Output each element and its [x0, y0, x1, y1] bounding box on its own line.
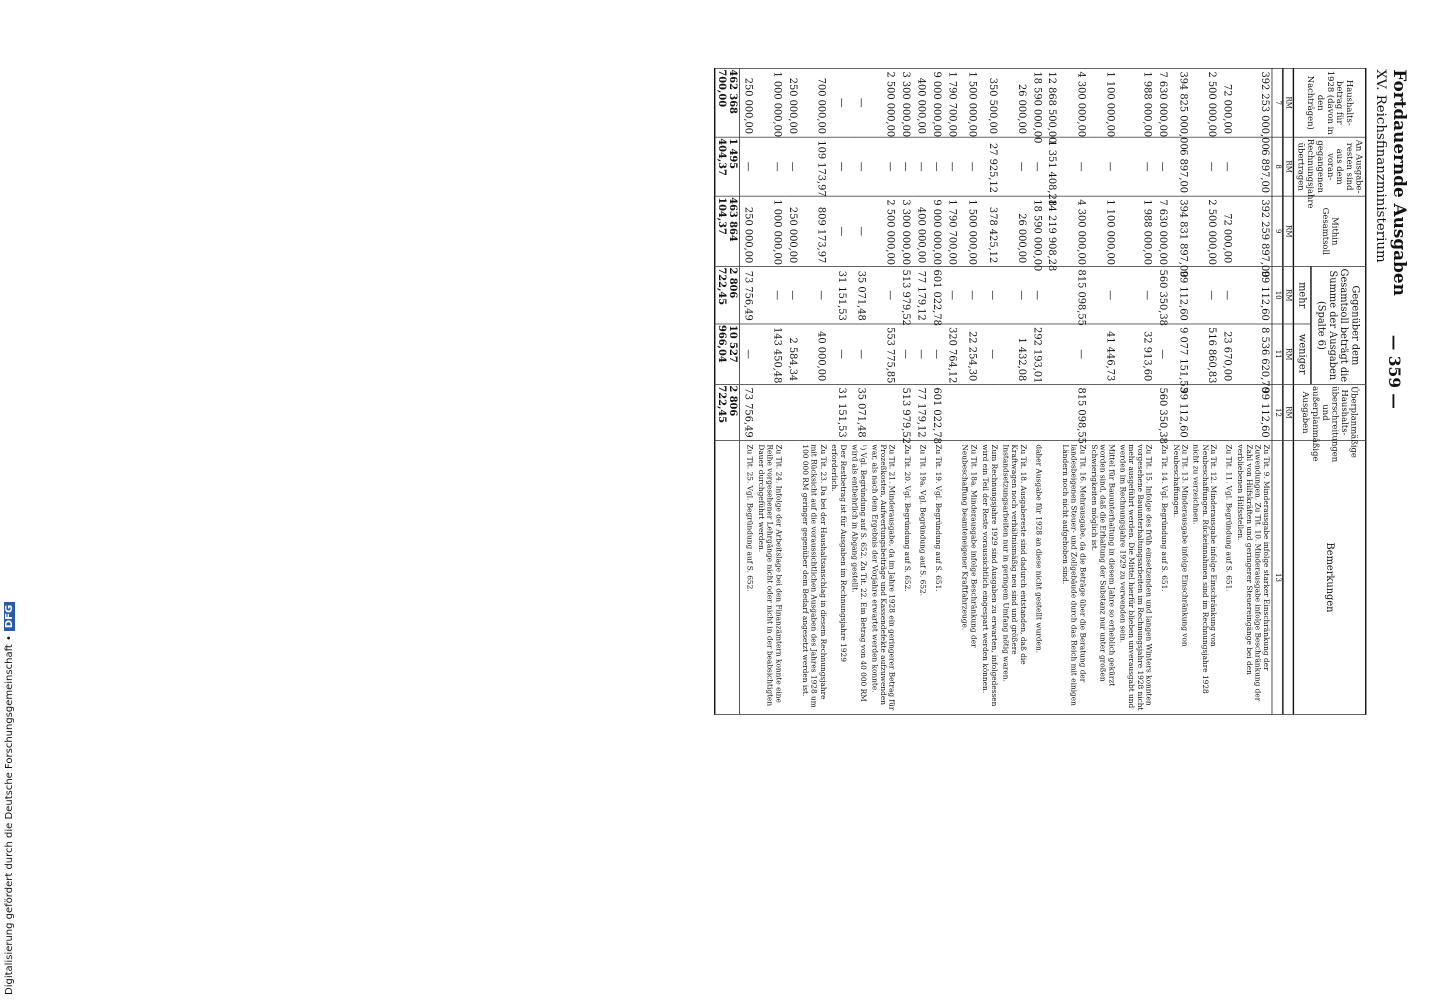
cell-c12: [869, 384, 898, 440]
cell-c8: —: [959, 137, 979, 196]
total-c7: 462 368 700,00: [715, 68, 740, 137]
cell-c11: —: [849, 324, 869, 384]
cell-c11: [1044, 324, 1059, 384]
cell-c12: [1000, 384, 1029, 440]
cell-c9: 250 000,00: [739, 196, 755, 266]
cell-remark: Zu Tit. 24. Infolge der Arbeitslage bei den Finanzämtern konnte eine Reihe vorgesehener Lehrgänge nicht oder nicht in der beabsichtigten Dauer durchgeführt werden.: [755, 441, 784, 715]
table-row: [828, 68, 848, 714]
cell-c8: 109 173,97: [799, 137, 828, 196]
cell-c9: —: [828, 196, 848, 266]
cell-c8: 6 897,00: [1234, 137, 1272, 196]
cell-c9: 250 000,00: [784, 196, 799, 266]
dfg-logo: DFG: [4, 602, 15, 631]
table-row: [1155, 68, 1170, 714]
total-c12: 2 806 722,45: [715, 384, 740, 440]
cell-remark: [784, 441, 799, 715]
table-row: [928, 68, 943, 714]
cell-c11: 553 775,85: [869, 324, 898, 384]
cell-c10: 99 112,60: [1170, 266, 1190, 324]
cell-c10: —: [1190, 266, 1219, 324]
table-row: [1219, 68, 1234, 714]
cell-c11: 516 860,83: [1190, 324, 1219, 384]
cell-c7: 7 630 000,00: [1155, 68, 1170, 137]
cell-c11: 40 000,00: [799, 324, 828, 384]
table-row: [979, 68, 999, 714]
table-row: [1234, 68, 1272, 714]
cell-c8: —: [1190, 137, 1219, 196]
cell-c7: 250 000,00: [739, 68, 755, 137]
colno-10: 10: [1272, 266, 1283, 324]
table-row: [1059, 68, 1088, 714]
cell-remark: Zu Tit. 11. Vgl. Begründung auf S. 651.: [1219, 441, 1234, 715]
cell-c10: —: [944, 266, 959, 324]
cell-c12: 560 350,38: [1155, 384, 1170, 440]
cell-c9: 26 000,00: [1000, 196, 1029, 266]
table-body: [739, 68, 1272, 714]
cell-remark: daher Ausgabe für 1928 an diese nicht gestellt wurden.: [1028, 441, 1043, 715]
table-row: [898, 68, 913, 714]
cell-c8: —: [784, 137, 799, 196]
page-number: — 359 —: [1384, 334, 1403, 409]
colno-7: 7: [1272, 68, 1283, 137]
cell-c12: [1044, 384, 1059, 440]
cell-c7: 3 300 000,00: [898, 68, 913, 137]
cell-c7: 394 825 000,00: [1170, 68, 1190, 137]
cell-c12: 815 098,55: [1059, 384, 1088, 440]
cell-remark: Zu Tit. 18. Ausgabereste sind dadurch entstanden, daß die Kraftwagen noch verhältnismäßig neu sind und größere Instandsetzungsarbeiten nur in geringem Umfang nötig waren.: [1000, 441, 1029, 715]
cell-c9: 7 630 000,00: [1155, 196, 1170, 266]
cell-c10: 513 979,52: [898, 266, 913, 324]
cell-c10: —: [959, 266, 979, 324]
cell-c10: 99 112,60: [1234, 266, 1272, 324]
cell-c8: —: [1088, 137, 1117, 196]
cell-c10: —: [784, 266, 799, 324]
cell-c11: 23 670,00: [1219, 324, 1234, 384]
cell-c7: 1 100 000,00: [1088, 68, 1117, 137]
running-title: Fortdauernde Ausgaben: [1389, 69, 1410, 296]
cell-c8: —: [1059, 137, 1088, 196]
credit-text: Digitalisierung gefördert durch die Deutsche Forschungsgemeinschaft •: [4, 635, 15, 995]
cell-remark: Zu Tit. 14. Vgl. Begründung auf S. 651.: [1155, 441, 1170, 715]
cell-c7: 2 500 000,00: [869, 68, 898, 137]
cell-c9: 72 000,00: [1219, 196, 1234, 266]
table-row: [1088, 68, 1117, 714]
cell-c9: 18 590 000,00: [1028, 196, 1043, 266]
cell-c10: —: [1088, 266, 1117, 324]
unit-c8: RM: [1283, 137, 1294, 196]
table-row: [1117, 68, 1155, 714]
cell-c8: —: [1155, 137, 1170, 196]
cell-c8: —: [869, 137, 898, 196]
cell-c11: 32 913,60: [1117, 324, 1155, 384]
ministry-title: XV. Reichsfinanzministerium: [1373, 69, 1389, 263]
cell-c11: 9 077 151,53: [1170, 324, 1190, 384]
cell-c11: 8 536 620,70: [1234, 324, 1272, 384]
cell-c11: —: [739, 324, 755, 384]
cell-c12: [1219, 384, 1234, 440]
cell-remark: Mittel für Bauunterhaltung in diesem Jahre so erheblich gekürzt worden sind, daß die Erhaltung der Substanz nur unter großen Schwierigkeiten möglich ist.: [1088, 441, 1117, 715]
cell-c11: —: [898, 324, 913, 384]
cell-c10: 35 071,48: [849, 266, 869, 324]
cell-c8: —: [739, 137, 755, 196]
cell-c8: —: [898, 137, 913, 196]
cell-remark: Zu Tit. 16. Mehrausgabe, da die Beträge über die Beratung der landesbeigenen Steuer- und Zollgebäude durch das Reich mit einigen Ländern noch nicht aufgehoben sind.: [1059, 441, 1088, 715]
cell-c7: 1 500 000,00: [959, 68, 979, 137]
cell-c8: —: [1028, 137, 1043, 196]
table-row: [755, 68, 784, 714]
cell-c12: 99 112,60: [1234, 384, 1272, 440]
cell-remark: Zu Tit. 25. Vgl. Begründung auf S. 652.: [739, 441, 755, 715]
cell-remark: ¹) Vgl. Begründung auf S. 652. Zu Tit. 22. Ein Betrag von 40 000 RM wird als entbehrlich in Abgang gestellt.: [849, 441, 869, 715]
cell-c7: 400 000,00: [913, 68, 928, 137]
cell-c10: 815 098,55: [1059, 266, 1088, 324]
cell-c8: —: [849, 137, 869, 196]
total-c10: 2 806 722,45: [715, 266, 740, 324]
cell-c9: 14 219 908,28: [1044, 196, 1059, 266]
header-c10-c11-group: Gegenüber dem Gesamtsoll beträgt die Summe der Ausgaben (Spalte 6): [1311, 266, 1366, 384]
cell-c11: 22 254,30: [959, 324, 979, 384]
table-row: [799, 68, 828, 714]
cell-c8: —: [828, 137, 848, 196]
table-row: [739, 68, 755, 714]
cell-c8: —: [1000, 137, 1029, 196]
cell-c8: —: [928, 137, 943, 196]
cell-c8: 27 925,12: [979, 137, 999, 196]
cell-c7: 12 868 500,00: [1044, 68, 1059, 137]
table-row: [959, 68, 979, 714]
cell-c8: 1 351 408,28: [1044, 137, 1059, 196]
cell-c11: —: [979, 324, 999, 384]
digitization-credit: [4, 0, 22, 995]
cell-c12: 73 756,49: [739, 384, 755, 440]
cell-c12: 513 979,52: [898, 384, 913, 440]
cell-c12: 31 151,53: [828, 384, 848, 440]
expenditure-table: [714, 68, 1367, 715]
cell-c11: 1 432,08: [1000, 324, 1029, 384]
cell-c12: 35 071,48: [849, 384, 869, 440]
cell-c11: 143 450,48: [755, 324, 784, 384]
cell-c7: 72 000,00: [1219, 68, 1234, 137]
colno-13: 13: [1272, 441, 1283, 715]
cell-c10: 560 350,38: [1155, 266, 1170, 324]
cell-c12: 77 179,12: [913, 384, 928, 440]
cell-c10: —: [979, 266, 999, 324]
table-row: [849, 68, 869, 714]
cell-c10: 601 022,78: [928, 266, 943, 324]
unit-c11: RM: [1283, 324, 1294, 384]
header-c12: Überplanmäßige Haushalts-überschreitungen und außerplanmäßige Ausgaben: [1294, 384, 1366, 440]
cell-c8: —: [944, 137, 959, 196]
cell-remark: Zu Tit. 9. Minderausgabe infolge starker Einschränkung der Zuwendungen. Zu Tit. 10. Minderausgabe infolge Beschränkung der Zahl von Hilfskräften und geringerer Steuereingänge bei den verbliebenen Hilfsstellen.: [1234, 441, 1272, 715]
cell-c12: [784, 384, 799, 440]
cell-c10: 73 756,49: [739, 266, 755, 324]
cell-remark: Zu Tit. 21. Minderausgabe, da im Jahre 1928 ein geringerer Betrag für Prozeßkosten, Aufwertungsbeiträge und Kassendefekte aufzuwenden war, als nach dem Ergebnis der Vorjahre erwartet werden konnte.: [869, 441, 898, 715]
cell-c7: —: [828, 68, 848, 137]
cell-c12: [944, 384, 959, 440]
cell-c7: 250 000,00: [784, 68, 799, 137]
total-c9: 463 864 104,37: [715, 196, 740, 266]
cell-remark: [944, 441, 959, 715]
cell-remark: Zu Tit. 20. Vgl. Begründung auf S. 652.: [898, 441, 913, 715]
header-c11: weniger: [1294, 324, 1311, 384]
cell-c10: —: [755, 266, 784, 324]
cell-c10: [1044, 266, 1059, 324]
cell-c7: 18 590 000,00: [1028, 68, 1043, 137]
header-c7: Haushalts-betrag für 1928 (davon in den Nachträgen): [1294, 68, 1366, 137]
table-row: [944, 68, 959, 714]
cell-remark: Zum Rechnungsjahre 1929 sind Ausgaben zu erwarten, infolgedessen wird ein Teil der Reste voraussichtlich eingespart werden können.: [979, 441, 999, 715]
table-row: [1190, 68, 1219, 714]
table-row: [1028, 68, 1043, 714]
table-row: [1044, 68, 1059, 714]
cell-c10: —: [1219, 266, 1234, 324]
cell-c10: —: [1000, 266, 1029, 324]
cell-c8: —: [1219, 137, 1234, 196]
cell-c12: [1028, 384, 1043, 440]
unit-c13: [1283, 441, 1294, 715]
cell-remark: Zu Tit. 15. Infolge des früh einsetzenden und langen Winters konnten vorgesehene Bauunterhaltungsarbeiten im Rechnungsjahre 1928 nicht mehr ausgeführt werden. Die Mittel hierfür blieben unverausgabt und werden im Rechnungsjahre 1929 zu verwenden sein.: [1117, 441, 1155, 715]
cell-c9: 2 500 000,00: [1190, 196, 1219, 266]
cell-remark: Der Restbetrag ist für Ausgaben im Rechnungsjahre 1929 erforderlich.: [828, 441, 848, 715]
totals-row: [715, 68, 740, 714]
cell-c12: [979, 384, 999, 440]
cell-c11: —: [1155, 324, 1170, 384]
cell-c7: 1 790 700,00: [944, 68, 959, 137]
cell-c9: 1 000 000,00: [755, 196, 784, 266]
cell-remark: Zu Tit. 23. Da bei der Haushaltsanschlag in diesem Rechnungsjahre mit Rücksicht auf die voraussichtlichen Ausgaben des Jahres 1928 um 100 000 RM geringer gegenüber dem Bedarf angesetzt werden ist.: [799, 441, 828, 715]
cell-c11: —: [928, 324, 943, 384]
colno-8: 8: [1272, 137, 1283, 196]
header-c8: An Ausgabe-resten sind aus dem voran-gegangenen Rechnungsjahre übertragen: [1294, 137, 1366, 196]
cell-c12: [1088, 384, 1117, 440]
cell-c12: [1117, 384, 1155, 440]
unit-c12: RM: [1283, 384, 1294, 440]
cell-c11: —: [913, 324, 928, 384]
cell-c10: —: [1117, 266, 1155, 324]
unit-c9: RM: [1283, 196, 1294, 266]
cell-c7: 1 000 000,00: [755, 68, 784, 137]
cell-c9: 4 300 000,00: [1059, 196, 1088, 266]
table-row: [913, 68, 928, 714]
total-c13: [715, 441, 740, 715]
cell-c9: 809 173,97: [799, 196, 828, 266]
cell-c7: 1 988 000,00: [1117, 68, 1155, 137]
cell-c9: —: [849, 196, 869, 266]
cell-c11: —: [1059, 324, 1088, 384]
colno-12: 12: [1272, 384, 1283, 440]
header-c10: mehr: [1294, 266, 1311, 324]
cell-c7: 700 000,00: [799, 68, 828, 137]
cell-c7: 26 000,00: [1000, 68, 1029, 137]
cell-remark: Zu Tit. 13. Minderausgabe infolge Einschränkung von Neubeschaffungen.: [1170, 441, 1190, 715]
table-row: [784, 68, 799, 714]
rotated-table-frame: [497, 68, 1417, 714]
cell-remark: Zu Tit. 12. Minderausgabe infolge Einschränkung von Neubeschaffungen. Rückeinnahmen sind im Rechnungsjahre 1928 nicht zu verzeichnen.: [1190, 441, 1219, 715]
cell-c10: 77 179,12: [913, 266, 928, 324]
cell-c11: 41 446,73: [1088, 324, 1117, 384]
colno-9: 9: [1272, 196, 1283, 266]
cell-c9: 9 000 000,00: [928, 196, 943, 266]
cell-c10: —: [869, 266, 898, 324]
cell-c12: [755, 384, 784, 440]
cell-c9: 394 831 897,00: [1170, 196, 1190, 266]
table-row: [1170, 68, 1190, 714]
unit-c7: RM: [1283, 68, 1294, 137]
cell-remark: [1044, 441, 1059, 715]
cell-c11: 320 764,12: [944, 324, 959, 384]
cell-c12: 99 112,60: [1170, 384, 1190, 440]
cell-c7: —: [849, 68, 869, 137]
cell-c12: 601 022,78: [928, 384, 943, 440]
cell-c8: —: [913, 137, 928, 196]
cell-c7: 392 253 000,00: [1234, 68, 1272, 137]
table-row: [869, 68, 898, 714]
cell-c9: 1 100 000,00: [1088, 196, 1117, 266]
cell-c7: 350 500,00: [979, 68, 999, 137]
cell-c11: —: [828, 324, 848, 384]
cell-c7: 9 000 000,00: [928, 68, 943, 137]
cell-remark: Zu Tit. 19a. Vgl. Begründung auf S. 652.: [913, 441, 928, 715]
total-c11: 10 527 966,04: [715, 324, 740, 384]
cell-c7: 2 500 000,00: [1190, 68, 1219, 137]
cell-c12: [799, 384, 828, 440]
cell-c12: [959, 384, 979, 440]
cell-c8: 6 897,00: [1170, 137, 1190, 196]
table-row: [1000, 68, 1029, 714]
colno-11: 11: [1272, 324, 1283, 384]
cell-c10: —: [799, 266, 828, 324]
header-c13: Bemerkungen: [1294, 441, 1366, 715]
cell-c9: 2 500 000,00: [869, 196, 898, 266]
cell-c8: —: [1117, 137, 1155, 196]
cell-c9: 3 300 000,00: [898, 196, 913, 266]
cell-c9: 378 425,12: [979, 196, 999, 266]
cell-c9: 1 790 700,00: [944, 196, 959, 266]
cell-c10: —: [1028, 266, 1043, 324]
cell-c12: [1190, 384, 1219, 440]
cell-c9: 400 000,00: [913, 196, 928, 266]
total-c8: 1 495 404,37: [715, 137, 740, 196]
cell-c11: 292 193,01: [1028, 324, 1043, 384]
cell-remark: Zu Tit. 19. Vgl. Begründung auf S. 651.: [928, 441, 943, 715]
cell-c9: 1 988 000,00: [1117, 196, 1155, 266]
cell-remark: Zu Tit. 18a. Minderausgabe infolge Beschränkung der Neubeschaffung beamteneigener Kraftfahrzeuge.: [959, 441, 979, 715]
cell-c9: 392 259 897,00: [1234, 196, 1272, 266]
cell-c9: 1 500 000,00: [959, 196, 979, 266]
cell-c7: 4 300 000,00: [1059, 68, 1088, 137]
cell-c11: 2 584,34: [784, 324, 799, 384]
header-c9: Mithin Gesamtsoll: [1294, 196, 1366, 266]
unit-c10: RM: [1283, 266, 1294, 324]
cell-c8: —: [755, 137, 784, 196]
cell-c10: 31 151,53: [828, 266, 848, 324]
